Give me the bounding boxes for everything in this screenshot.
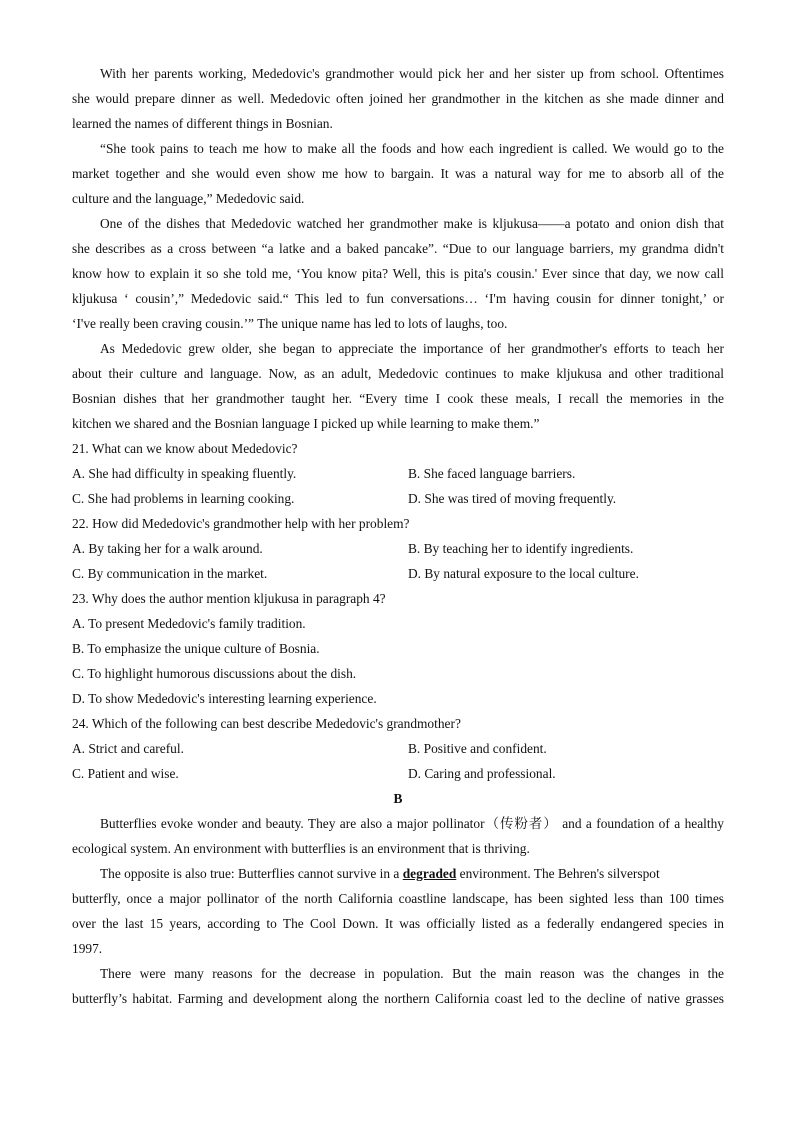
paragraph-line: know how to explain it so she told me, ‘You know pita? Well, this is pita's cousin.' Ever since that day, we now call bbox=[72, 266, 724, 281]
option-b: B. To emphasize the unique culture of Bosnia. bbox=[72, 641, 320, 656]
paragraph-line: ‘I've really been craving cousin.’” The unique name has led to lots of laughs, too. bbox=[72, 316, 508, 331]
paragraph-line: 1997. bbox=[72, 941, 103, 956]
option-row bbox=[72, 761, 724, 786]
option-b: B. Positive and confident. bbox=[408, 741, 547, 756]
paragraph-line: learned the names of different things in Bosnian. bbox=[72, 116, 333, 131]
question-stem: 22. How did Mededovic's grandmother help with her problem? bbox=[72, 516, 410, 531]
paragraph-line: she would prepare dinner as well. Mededovic often joined her grandmother in the kitchen as she made dinner and bbox=[72, 91, 724, 106]
option-c: C. By communication in the market. bbox=[72, 566, 268, 581]
paragraph-line: ecological system. An environment with butterflies is an environment that is thriving. bbox=[72, 841, 530, 856]
option-c: C. To highlight humorous discussions about the dish. bbox=[72, 666, 357, 681]
option-a: A. By taking her for a walk around. bbox=[72, 541, 263, 556]
document-page bbox=[72, 61, 724, 1011]
paragraph-line: Butterflies evoke wonder and beauty. They are also a major pollinator（传粉者） and a foundation of a healthy bbox=[100, 816, 724, 831]
option-d: D. To show Mededovic's interesting learning experience. bbox=[72, 691, 377, 706]
paragraph-line bbox=[72, 861, 724, 886]
paragraph-line: market together and she would even show me how to bargain. It was a natural way for me to absorb all of the bbox=[72, 166, 724, 181]
text-segment: environment. The Behren's silverspot bbox=[459, 866, 660, 881]
option-row bbox=[72, 736, 724, 761]
paragraph-line: about their culture and language. Now, as an adult, Mededovic continues to make kljukusa and other traditional bbox=[72, 366, 724, 381]
option-c: C. She had problems in learning cooking. bbox=[72, 491, 295, 506]
option-row bbox=[72, 461, 724, 486]
paragraph-line: There were many reasons for the decrease in population. But the main reason was the changes in the bbox=[100, 966, 724, 981]
text-segment: The opposite is also true: Butterflies cannot survive in a bbox=[100, 866, 400, 881]
option-d: D. By natural exposure to the local culture. bbox=[408, 566, 639, 581]
paragraph-line: culture and the language,” Mededovic said. bbox=[72, 191, 305, 206]
question-stem: 23. Why does the author mention kljukusa in paragraph 4? bbox=[72, 591, 386, 606]
option-c: C. Patient and wise. bbox=[72, 766, 179, 781]
option-a: A. She had difficulty in speaking fluently. bbox=[72, 466, 297, 481]
paragraph-line: “She took pains to teach me how to make all the foods and how each ingredient is called. We would go to the bbox=[100, 141, 724, 156]
paragraph-line: kitchen we shared and the Bosnian language I picked up while learning to make them.” bbox=[72, 416, 540, 431]
paragraph-line: As Mededovic grew older, she began to appreciate the importance of her grandmother's efforts to teach her bbox=[100, 341, 724, 356]
question-stem: 21. What can we know about Mededovic? bbox=[72, 441, 298, 456]
option-row bbox=[72, 486, 724, 511]
paragraph-line: over the last 15 years, according to The Cool Down. It was officially listed as a federally endangered species in bbox=[72, 916, 724, 931]
paragraph-line: butterfly’s habitat. Farming and development along the northern California coast led to the decline of native grasses bbox=[72, 991, 724, 1006]
option-d: D. She was tired of moving frequently. bbox=[408, 491, 617, 506]
section-heading: B bbox=[393, 791, 403, 806]
option-row bbox=[72, 561, 724, 586]
option-a: A. Strict and careful. bbox=[72, 741, 184, 756]
option-row bbox=[72, 536, 724, 561]
question-stem: 24. Which of the following can best describe Mededovic's grandmother? bbox=[72, 716, 461, 731]
paragraph-line: she describes as a cross between “a latke and a baked pancake”. “Due to our language barriers, my grandma didn't bbox=[72, 241, 724, 256]
paragraph-line: Bosnian dishes that her grandmother taught her. “Every time I cook these meals, I recall the memories in the bbox=[72, 391, 724, 406]
option-b: B. She faced language barriers. bbox=[408, 466, 576, 481]
option-d: D. Caring and professional. bbox=[408, 766, 556, 781]
paragraph-line: With her parents working, Mededovic's grandmother would pick her and her sister up from school. Oftentimes bbox=[100, 66, 724, 81]
underlined-word: degraded bbox=[402, 866, 457, 881]
paragraph-line: kljukusa ‘ cousin’,” Mededovic said.“ This led to fun conversations… ‘I'm having cousin for dinner tonight,’ or bbox=[72, 291, 724, 306]
paragraph-line: butterfly, once a major pollinator of the north California coastline landscape, has been sighted less than 100 times bbox=[72, 891, 724, 906]
option-b: B. By teaching her to identify ingredients. bbox=[408, 541, 634, 556]
paragraph-line: One of the dishes that Mededovic watched her grandmother make is kljukusa——a potato and onion dish that bbox=[100, 216, 724, 231]
option-a: A. To present Mededovic's family tradition. bbox=[72, 616, 306, 631]
